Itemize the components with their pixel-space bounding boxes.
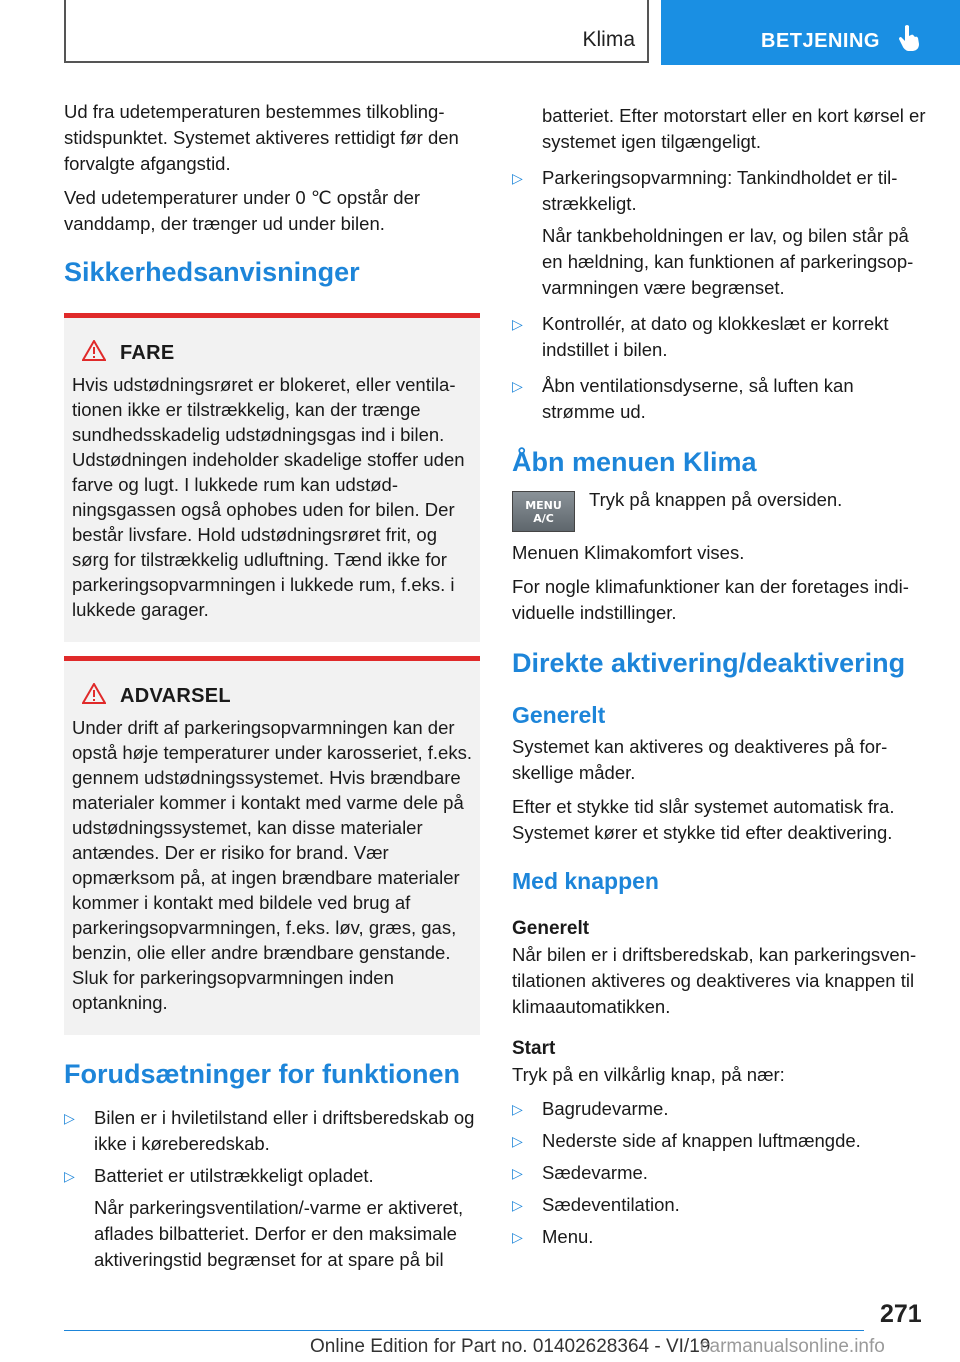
list-item: ▷ Sædevarme. [512, 1160, 927, 1186]
paragraph: Tryk på en vilkårlig knap, på nær: [512, 1064, 785, 1085]
paragraph: Efter et stykke tid slår systemet automatisk fra. Systemet kører et stykke tid efter deaktivering. [512, 796, 895, 843]
warning-triangle-icon [82, 683, 106, 709]
paragraph: Ved udetemperaturer under 0 ℃ opstår der vanddamp, der trænger ud under bilen. [64, 187, 421, 234]
heading-general: Generelt [512, 702, 606, 728]
triangle-bullet-icon: ▷ [512, 1133, 523, 1149]
watermark: carmanualsonline.info [700, 1336, 885, 1357]
heading-safety: Sikkerhedsanvisninger [64, 257, 360, 287]
triangle-bullet-icon: ▷ [512, 1197, 523, 1213]
warning-title: ADVARSEL [120, 684, 231, 707]
paragraph: Menuen Klimakomfort vises. [512, 542, 745, 563]
list-item-detail: Når parkeringsventilation/-varme er aktiveret, aflades bilbatteriet. Derfor er den maksimale aktiveringstid begrænset for at spare på bil [94, 1197, 464, 1270]
subheading-general: Generelt [512, 918, 590, 939]
paragraph: Når bilen er i driftsberedskab, kan parkeringsventilationen aktiveres og deaktiveres via knappen til klimaautomatikken. [512, 944, 917, 1017]
danger-title: FARE [120, 341, 175, 364]
heading-prerequisites: Forudsætninger for funktionen [64, 1059, 460, 1089]
triangle-bullet-icon: ▷ [512, 1165, 523, 1181]
paragraph: Ud fra udetemperaturen bestemmes tilkoblingstidspunktet. Systemet aktiveres rettidigt før den forvalgte afgangstid. [64, 101, 459, 174]
warning-triangle-icon [82, 340, 106, 366]
left-column [64, 99, 480, 1279]
header-section-title: Klima [582, 28, 635, 51]
header-chapter-tab[interactable] [661, 0, 960, 65]
list-item: ▷ Parkeringsopvarmning: Tankindholdet er tilstrækkeligt. [512, 165, 927, 217]
right-column [512, 103, 927, 1256]
triangle-bullet-icon: ▷ [512, 316, 523, 332]
footer-edition: Online Edition for Part no. 01402628364 - VI/19 [310, 1336, 711, 1357]
warning-text: Under drift af parkeringsopvarmningen kan der opstå høje temperaturer under karosseriet, f.eks. gennem udstødningssystemet. Hvis brændbare materialer kommer i kontakt med varme dele på udstødningssystemet, kan disse materialer antændes. Der er risiko for brand. Vær opmærksom på, at ingen brændbare materialer kommer i kontakt med bildele ved brug af parkeringsopvarmningen, f.eks. løv, græs, gas, benzin, olie eller andre brændbare genstande. Sluk for parkeringsopvarmningen inden optankning. [72, 717, 472, 1013]
header-chapter-label: BETJENING [761, 30, 880, 52]
paragraph-continued: batteriet. Efter motorstart eller en kort kørsel er systemet igen tilgængeligt. [542, 105, 926, 152]
list-item: ▷ Sædeventilation. [512, 1192, 927, 1218]
hand-pointer-icon [897, 24, 921, 57]
list-item: ▷ Nederste side af knappen luftmængde. [512, 1128, 927, 1154]
warning-box [64, 656, 480, 1035]
triangle-bullet-icon: ▷ [64, 1168, 75, 1184]
menu-instruction [512, 491, 927, 540]
heading-with-button: Med knappen [512, 868, 659, 894]
triangle-bullet-icon: ▷ [512, 1101, 523, 1117]
triangle-bullet-icon: ▷ [64, 1110, 75, 1126]
heading-open-menu: Åbn menuen Klima [512, 447, 757, 477]
triangle-bullet-icon: ▷ [512, 1229, 523, 1245]
footer-divider [64, 1330, 864, 1331]
paragraph: For nogle klimafunktioner kan der foretages individuelle indstillinger. [512, 576, 909, 623]
danger-text: Hvis udstødningsrøret er blokeret, eller ventilationen ikke er tilstrækkelig, kan der trænge sundhedsskadelig udstødningsgas ind i bilen. Udstødningen indeholder skadelige stoffer uden farve og lugt. I lukkede rum kan udstødningsgassen også ophobes uden for bilen. Der består livsfare. Hold udstødningsrøret frit, og sørg for tilstrækkelig udluftning. Tænd ikke for parkeringsopvarmningen i lukkede rum, f.eks. i lukkede garager. [72, 374, 465, 620]
menu-ac-button-image: MENU A/C [512, 491, 575, 532]
danger-box [64, 313, 480, 642]
list-item-detail: Når tankbeholdningen er lav, og bilen står på en hældning, kan funktionen af parkeringsopvarmningen være begrænset. [542, 225, 914, 298]
paragraph: Systemet kan aktiveres og deaktiveres på forskellige måder. [512, 736, 888, 783]
list-item: ▷ Kontrollér, at dato og klokkeslæt er korrekt indstillet i bilen. [512, 311, 927, 363]
list-item: ▷ Menu. [512, 1224, 927, 1250]
triangle-bullet-icon: ▷ [512, 170, 523, 186]
list-item: ▷ Åbn ventilationsdyserne, så luften kan strømme ud. [512, 373, 927, 425]
triangle-bullet-icon: ▷ [512, 378, 523, 394]
list-item: ▷ Bilen er i hviletilstand eller i driftsberedskab og ikke i køreberedskab. [64, 1105, 480, 1157]
subheading-start: Start [512, 1038, 556, 1059]
paragraph: Tryk på knappen på oversiden. [589, 491, 843, 510]
heading-direct-activation: Direkte aktivering/deaktivering [512, 648, 906, 678]
list-item: ▷ Bagrudevarme. [512, 1096, 927, 1122]
page-number: 271 [880, 1300, 922, 1328]
list-item: ▷ Batteriet er utilstrækkeligt opladet. [64, 1163, 480, 1189]
